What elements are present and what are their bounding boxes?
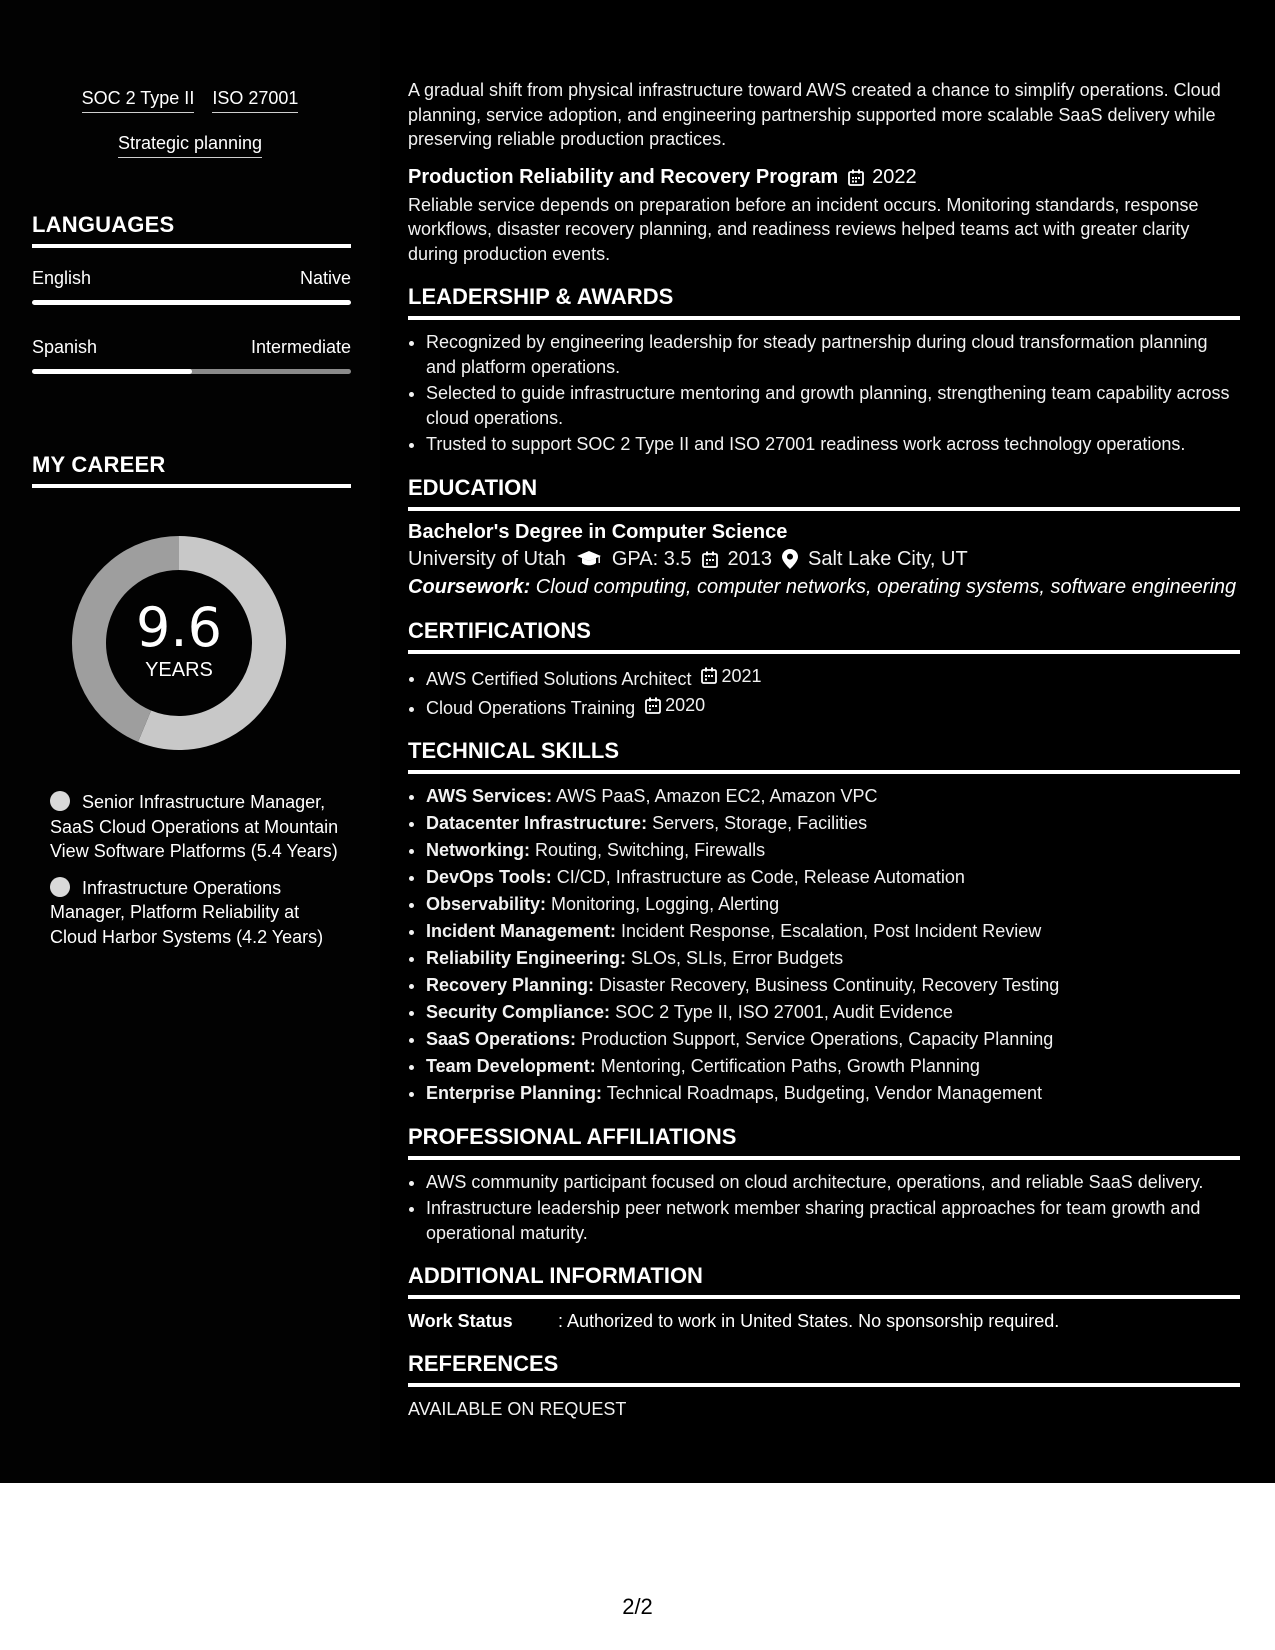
language-spanish — [32, 335, 351, 374]
leadership-item: • Recognized by engineering leadership for steady partnership during cloud transformation planning and platform operations. — [426, 330, 1240, 379]
language-name: Spanish — [32, 337, 98, 357]
certification-date — [645, 693, 705, 718]
certification-name: AWS Certified Solutions Architect — [426, 668, 692, 689]
career-total-years: 9.6 — [136, 595, 222, 659]
skills-heading: TECHNICAL SKILLS — [408, 738, 1240, 774]
graduation-cap-icon — [576, 550, 602, 568]
certifications-heading: CERTIFICATIONS — [408, 618, 1240, 654]
language-proficiency-bar — [32, 300, 351, 305]
skill-item — [426, 838, 1240, 863]
skill-value: Production Support, Service Operations, Capacity Planning — [576, 1029, 1054, 1049]
career-entry-text: Senior Infrastructure Manager, SaaS Cloud Operations at Mountain View Software Platforms (5.4 Years) — [50, 792, 339, 861]
skill-label: Security Compliance: — [426, 1002, 611, 1022]
project-title: Production Reliability and Recovery Program — [408, 165, 839, 188]
education-heading: EDUCATION — [408, 475, 1240, 511]
languages-heading: LANGUAGES — [32, 212, 351, 248]
skill-item — [426, 919, 1240, 944]
skill-value: Monitoring, Logging, Alerting — [546, 894, 780, 914]
coursework-text: Cloud computing, computer networks, operating systems, software engineering — [530, 575, 1237, 598]
skill-tag: SOC 2 Type II — [82, 86, 195, 113]
additional-info-heading: ADDITIONAL INFORMATION — [408, 1263, 1240, 1299]
skill-item — [426, 811, 1240, 836]
education-gpa: GPA: 3.5 — [611, 547, 692, 570]
skill-label: Datacenter Infrastructure: — [426, 813, 648, 833]
career-heading: MY CAREER — [32, 452, 351, 488]
project-title-row — [408, 166, 1240, 189]
certifications-list — [408, 664, 1240, 721]
language-english — [32, 266, 351, 305]
affiliations-heading: PROFESSIONAL AFFILIATIONS — [408, 1124, 1240, 1160]
skill-label: AWS Services: — [426, 786, 553, 806]
skill-item — [426, 973, 1240, 998]
leadership-list — [408, 330, 1240, 457]
references-text: AVAILABLE ON REQUEST — [408, 1399, 627, 1419]
career-total-unit: YEARS — [145, 658, 213, 681]
skill-tags — [0, 86, 380, 158]
skill-value: SOC 2 Type II, ISO 27001, Audit Evidence — [610, 1002, 953, 1022]
skill-item — [426, 865, 1240, 890]
skill-label: Observability: — [426, 894, 547, 914]
affiliation-item: • Infrastructure leadership peer network member sharing practical approaches for team growth and operational maturity. — [426, 1196, 1240, 1245]
main-content — [408, 78, 1240, 1422]
education-coursework — [408, 575, 1240, 600]
career-donut-chart — [66, 530, 292, 756]
leadership-heading: LEADERSHIP & AWARDS — [408, 284, 1240, 320]
career-donut-center — [66, 530, 292, 756]
certification-name: Cloud Operations Training — [426, 697, 636, 718]
language-name: English — [32, 268, 92, 288]
skill-item — [426, 1081, 1240, 1106]
certification-year: 2020 — [665, 694, 706, 715]
certification-item — [426, 693, 1240, 720]
skill-item — [426, 1000, 1240, 1025]
skill-value: CI/CD, Infrastructure as Code, Release Automation — [551, 867, 965, 887]
skill-value: Routing, Switching, Firewalls — [530, 840, 766, 860]
skill-value: Technical Roadmaps, Budgeting, Vendor Management — [602, 1083, 1042, 1103]
skill-label: DevOps Tools: — [426, 867, 552, 887]
skill-item — [426, 1027, 1240, 1052]
skill-value: Incident Response, Escalation, Post Incident Review — [616, 921, 1042, 941]
career-entry — [50, 876, 340, 950]
education-location: Salt Lake City, UT — [808, 547, 968, 570]
leadership-item: • Selected to guide infrastructure mentoring and growth planning, strengthening team capability across cloud operations. — [426, 381, 1240, 430]
education-meta — [408, 548, 1240, 571]
education-degree: Bachelor's Degree in Computer Science — [408, 520, 788, 543]
education-year: 2013 — [727, 547, 773, 570]
skill-label: Enterprise Planning: — [426, 1083, 603, 1103]
skill-value: AWS PaaS, Amazon EC2, Amazon VPC — [552, 786, 878, 806]
career-entry-text: Infrastructure Operations Manager, Platform Reliability at Cloud Harbor Systems (4.2 Years) — [50, 877, 324, 947]
affiliations-list — [408, 1170, 1240, 1246]
calendar-icon — [645, 697, 661, 714]
language-proficiency-bar — [32, 369, 351, 374]
skill-value: Disaster Recovery, Business Continuity, Recovery Testing — [594, 975, 1060, 995]
skill-item — [426, 784, 1240, 809]
affiliation-item: • AWS community participant focused on cloud architecture, operations, and reliable SaaS delivery. — [426, 1170, 1240, 1195]
skill-item — [426, 892, 1240, 917]
skills-list — [408, 784, 1240, 1106]
skill-label: Recovery Planning: — [426, 975, 595, 995]
language-level: Intermediate — [250, 337, 351, 357]
language-proficiency-fill — [32, 300, 351, 305]
skill-item — [426, 1054, 1240, 1079]
language-proficiency-fill — [32, 369, 192, 374]
certification-item — [426, 664, 1240, 691]
skill-tag: Strategic planning — [118, 131, 262, 158]
skill-value: SLOs, SLIs, Error Budgets — [626, 948, 844, 968]
career-entry — [50, 790, 340, 864]
work-status-label: Work Status — [408, 1311, 513, 1331]
language-level: Native — [299, 268, 351, 288]
skill-item — [426, 946, 1240, 971]
certification-date — [701, 664, 761, 689]
references-heading: REFERENCES — [408, 1351, 1240, 1387]
calendar-icon — [702, 551, 718, 568]
skill-tag: ISO 27001 — [212, 86, 298, 113]
skill-label: SaaS Operations: — [426, 1029, 577, 1049]
project-description: Reliable service depends on preparation before an incident occurs. Monitoring standards, response workflows, disaster recovery planning, and readiness reviews helped teams act with greater clarity during production events. — [408, 194, 1199, 264]
page-number: 2/2 — [622, 1594, 653, 1619]
sidebar — [0, 0, 380, 1483]
location-pin-icon — [782, 549, 798, 569]
calendar-icon — [701, 667, 717, 684]
education-school: University of Utah — [408, 547, 566, 570]
skill-value: Servers, Storage, Facilities — [647, 813, 868, 833]
project-date — [848, 166, 917, 189]
career-legend-dot — [50, 877, 70, 897]
career-legend-dot — [50, 791, 70, 811]
skill-label: Reliability Engineering: — [426, 948, 627, 968]
calendar-icon — [848, 169, 864, 186]
work-status-row — [408, 1309, 1240, 1333]
certification-year: 2021 — [721, 665, 762, 686]
skill-label: Networking: — [426, 840, 531, 860]
project-year: 2022 — [872, 165, 917, 188]
skill-label: Incident Management: — [426, 921, 617, 941]
skill-label: Team Development: — [426, 1056, 596, 1076]
project-intro: A gradual shift from physical infrastructure toward AWS created a chance to simplify operations. Cloud planning, service adoption, and engineering partnership supported more scalable SaaS delivery while preserving reliable production practices. — [408, 80, 1221, 149]
skill-value: Mentoring, Certification Paths, Growth Planning — [595, 1056, 980, 1076]
work-status-value: : Authorized to work in United States. No sponsorship required. — [558, 1311, 1060, 1331]
leadership-item: • Trusted to support SOC 2 Type II and ISO 27001 readiness work across technology operations. — [426, 432, 1240, 457]
coursework-label: Coursework: — [408, 575, 531, 598]
career-list — [50, 790, 340, 961]
